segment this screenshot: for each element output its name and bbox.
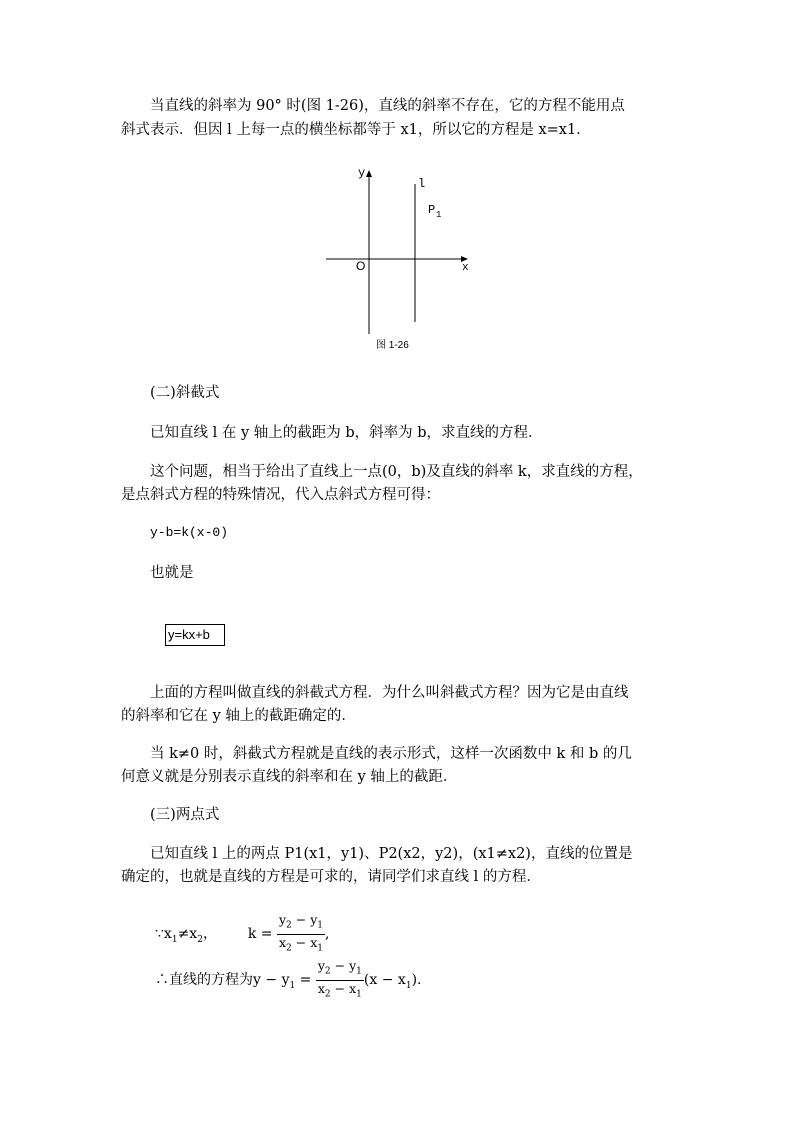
sub-2: 2 [286,920,292,931]
section3-heading: (三)两点式 [150,807,220,823]
x-var: x [397,972,406,988]
line-l-label: l [418,177,426,191]
x-axis-label: x [462,262,469,274]
sub-1: 1 [317,943,324,953]
x-var: x [349,980,357,996]
math-line-slope [155,912,329,952]
minus-symbol: − [265,972,278,988]
para1-line1: 当直线的斜率为 90° 时(图 1-26)，直线的斜率不存在，它的方程不能用点 [150,98,625,114]
section2-heading: (二)斜截式 [150,385,220,401]
y-var: y [278,912,287,927]
section2-desc-line1: 上面的方程叫做直线的斜截式方程．为什么叫斜截式方程？因为它是由直线 [150,685,629,701]
also-text: 也就是 [150,565,194,581]
figure-caption: 图 1-26 [376,340,409,351]
two-point-fraction [316,958,364,1002]
section2-explain-line2: 是点斜式方程的特殊情况，代入点斜式方程可得： [121,487,440,503]
slope-numerator [277,912,325,935]
minus-symbol: − [334,980,346,996]
section2-k-line2: 何意义就是分别表示直线的斜率和在 y 轴上的截距． [121,769,458,785]
sub-2: 2 [324,989,331,999]
therefore-symbol: ∴ [155,972,169,988]
x-var: x [163,926,172,942]
two-point-numerator [316,958,364,981]
k-equals: k = [247,926,273,942]
y-axis-arrow-icon [366,170,372,177]
section2-problem: 已知直线 l 在 y 轴上的截距为 b，斜率为 b，求直线的方程． [150,425,543,441]
slope-intercept-box: y=kx+b [165,624,225,646]
point-p1-label: P [428,203,436,217]
minus-symbol: − [334,958,346,973]
origin-label: O [356,259,366,273]
para1-line2: 斜式表示．但因 l 上每一点的横坐标都等于 x1，所以它的方程是 x=x1． [121,122,591,138]
comma: , [325,926,330,942]
section2-desc-line2: 的斜率和它在 y 轴上的截距确定的． [121,708,356,724]
point-slope-equation: y-b=k(x-0) [150,525,229,540]
minus-symbol: − [295,912,307,927]
sub-2: 2 [324,966,331,977]
y-var: y [310,912,318,927]
close-paren-period: ). [411,972,422,988]
math-line-two-point [155,958,421,998]
minus-symbol: − [381,972,394,988]
two-point-denominator [316,981,364,1003]
slope-denominator [277,935,325,957]
x-var: x [310,934,318,950]
neq-symbol: ≠ [177,926,190,942]
minus-symbol: − [295,934,307,950]
y-var: y [253,972,261,988]
sub-1: 1 [356,966,362,977]
section3-problem-line1: 已知直线 l 上的两点 P1(x1，y1)、P2(x2，y2)，(x1≠x2)，直线的位置是 [150,846,633,862]
slope-fraction [277,912,325,956]
sub-1: 1 [405,980,412,991]
section3-problem-line2: 确定的，也就是直线的方程是可求的，请同学们求直线 l 的方程． [121,869,541,885]
equals-symbol: = [299,972,312,988]
sub-1: 1 [317,920,324,931]
sub-1: 1 [356,989,362,999]
open-paren: ( [363,972,370,988]
sub-1: 1 [289,980,296,991]
therefore-text: 直线的方程为 [169,972,253,988]
sub-1: 1 [171,934,178,945]
y-var: y [281,972,290,988]
point-p1-subscript: 1 [436,210,442,220]
y-var: y [317,958,325,973]
section2-k-line1: 当 k≠0 时，斜截式方程就是直线的表示形式，这样一次函数中 k 和 b 的几 [150,746,632,762]
sub-2: 2 [286,943,292,953]
comma: ， [202,926,217,942]
y-axis-label: y [358,166,366,180]
x-var: x [369,972,378,988]
x-var: x [189,926,198,942]
y-var: y [349,958,357,973]
x-var: x [278,934,287,950]
x-var: x [317,980,325,996]
sub-2: 2 [197,934,203,945]
because-symbol: ∵ [155,926,164,942]
figure-1-26 [318,162,478,357]
section2-explain-line1: 这个问题，相当于给出了直线上一点(0，b)及直线的斜率 k，求直线的方程， [150,464,643,480]
